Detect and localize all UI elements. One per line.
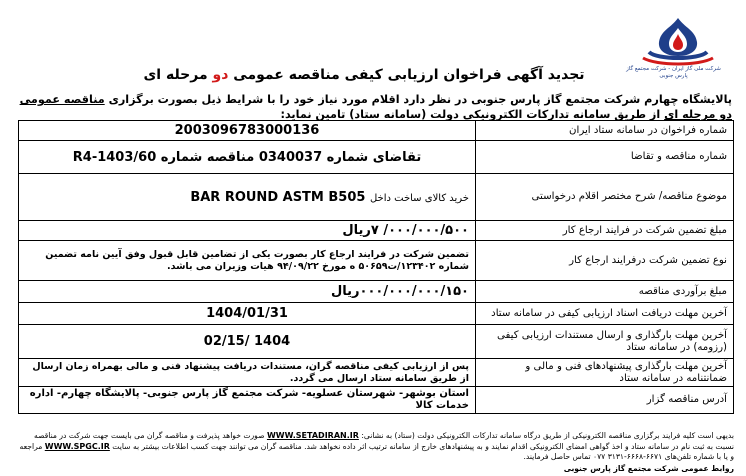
proposal-deadline-value: پس از ارزیابی کیفی مناقصه گران، مستندات دریافت پیشنهاد فنی و مالی بهمراه زمان ارسال از طریق سامانه ستاد ارسال می گردد.: [19, 359, 476, 387]
address-value: استان بوشهر- شهرستان عسلویه- شرکت مجتمع گاز پارس جنوبی- پالایشگاه چهارم- اداره خدمات کالا: [19, 387, 476, 414]
notice-header: [12, 14, 734, 121]
table-row: [19, 325, 734, 359]
call-number-value: 2003096783000136: [19, 121, 476, 141]
subject-value: [19, 174, 476, 221]
row-label: آخرین مهلت بارگذاری پیشنهادهای فنی و مالی و ضمانتنامه در سامانه ستاد: [476, 359, 734, 387]
table-row: [19, 221, 734, 241]
receive-deadline-value: 1404/01/31: [19, 303, 476, 325]
flame-logo-icon: [631, 14, 726, 66]
row-label: آخرین مهلت بارگذاری و ارسال مستندات ارزیابی کیفی (رزومه) در سامانه ستاد: [476, 325, 734, 359]
public-relations-signature: روابط عمومی شرکت مجتمع گاز پارس جنوبی: [563, 463, 734, 473]
guarantee-amount-value: ۰۰۰/۰۰۰/۵۰۰/ ۷ریال: [19, 221, 476, 241]
table-row: [19, 174, 734, 221]
table-row: [19, 121, 734, 141]
table-row: [19, 303, 734, 325]
estimated-amount-value: ۰۰۰/۰۰۰/۰۰۰/۱۵۰ریال: [19, 281, 476, 303]
intro-underlined: مناقصه عمومی دو مرحله ای: [19, 93, 732, 121]
row-label: شماره فراخوان در سامانه ستاد ایران: [476, 121, 734, 141]
guarantee-type-value: تضمین شرکت در فرایند ارجاع کار بصورت یکی از تضامین قابل قبول وفق آیین نامه تضمین شماره ۱۲۳۴۰۲/ت۵۰۶۵۹ ه مورخ ۹۴/۰۹/۲۲ هیات وزیران می باشد.: [19, 241, 476, 281]
notice-intro: [14, 92, 732, 122]
row-label: شماره مناقصه و تقاضا: [476, 141, 734, 174]
subject-item: BAR ROUND ASTM B505: [190, 189, 366, 205]
title-highlight: دو: [212, 67, 229, 83]
tender-number-value: تقاضای شماره 0340037 مناقصه شماره R4-1403/60: [19, 141, 476, 174]
setad-link[interactable]: WWW.SETADIRAN.IR: [266, 431, 359, 440]
table-row: [19, 387, 734, 414]
footer-line1-part1: بدیهی است کلیه فرایند برگزاری مناقصه الکترونیکی از طریق درگاه سامانه تدارکات الکترونیکی دولت (ستاد) به نشانی:: [361, 431, 734, 440]
row-label: نوع تضمین شرکت درفرایند ارجاع کار: [476, 241, 734, 281]
tender-details-table: [18, 120, 734, 414]
nigc-logo: [626, 14, 726, 79]
table-row: [19, 359, 734, 387]
upload-deadline-value: 1404 /02/15: [19, 325, 476, 359]
spgc-link[interactable]: WWW.SPGC.IR: [44, 441, 110, 451]
footer-line2-part1: مناقصه گران می توانند جهت کسب اطلاعات بیشتر به سایت: [112, 441, 302, 451]
footer-line1-part2: صورت خواهد پذیرفت و مناقصه گران می بایست جهت شرکت در مناقصه نسبت به ثبت نام در سامانه ستاد و اخذ گواهی امضای الکترونیکی اقدام نمایند و به پیشنهادهای خارج از سامانه ترتیب اثر داده نخواهد شد.: [34, 431, 734, 451]
table-row: [19, 241, 734, 281]
footer-line2-part2: مراجعه و یا با شماره تلفن‌های ۶۶۷۱-۶۶۶۸-۳۱۳۱ ۰۷۷ تماس حاصل فرمایند.: [19, 441, 734, 461]
row-label: مبلغ تضمین شرکت در فرایند ارجاع کار: [476, 221, 734, 241]
notice-title: [129, 67, 599, 83]
row-label: آدرس مناقصه گزار: [476, 387, 734, 414]
notice-footer: [16, 431, 734, 474]
title-part2: مرحله ای: [143, 67, 208, 83]
subject-prefix: خرید کالای ساخت داخل: [369, 192, 469, 204]
title-part1: تجدید آگهی فراخوان ارزیابی کیفی مناقصه عمومی: [233, 67, 585, 83]
row-label: آخرین مهلت دریافت اسناد ارزیابی کیفی در سامانه ستاد: [476, 303, 734, 325]
table-row: [19, 281, 734, 303]
intro-part2: از طریق سامانه تدارکات الکترونیکی دولت (سامانه ستاد) تامین نماید:: [280, 108, 661, 121]
row-label: موضوع مناقصه/ شرح مختصر اقلام درخواستی: [476, 174, 734, 221]
logo-caption: شرکت ملی گاز ایران - شرکت مجتمع گاز پارس جنوبی: [626, 66, 721, 79]
table-row: [19, 141, 734, 174]
row-label: مبلغ برآوردی مناقصه: [476, 281, 734, 303]
intro-part1: پالایشگاه چهارم شرکت مجتمع گاز پارس جنوبی در نظر دارد اقلام مورد نیاز خود را با شرایط ذیل بصورت برگزاری: [108, 93, 732, 106]
